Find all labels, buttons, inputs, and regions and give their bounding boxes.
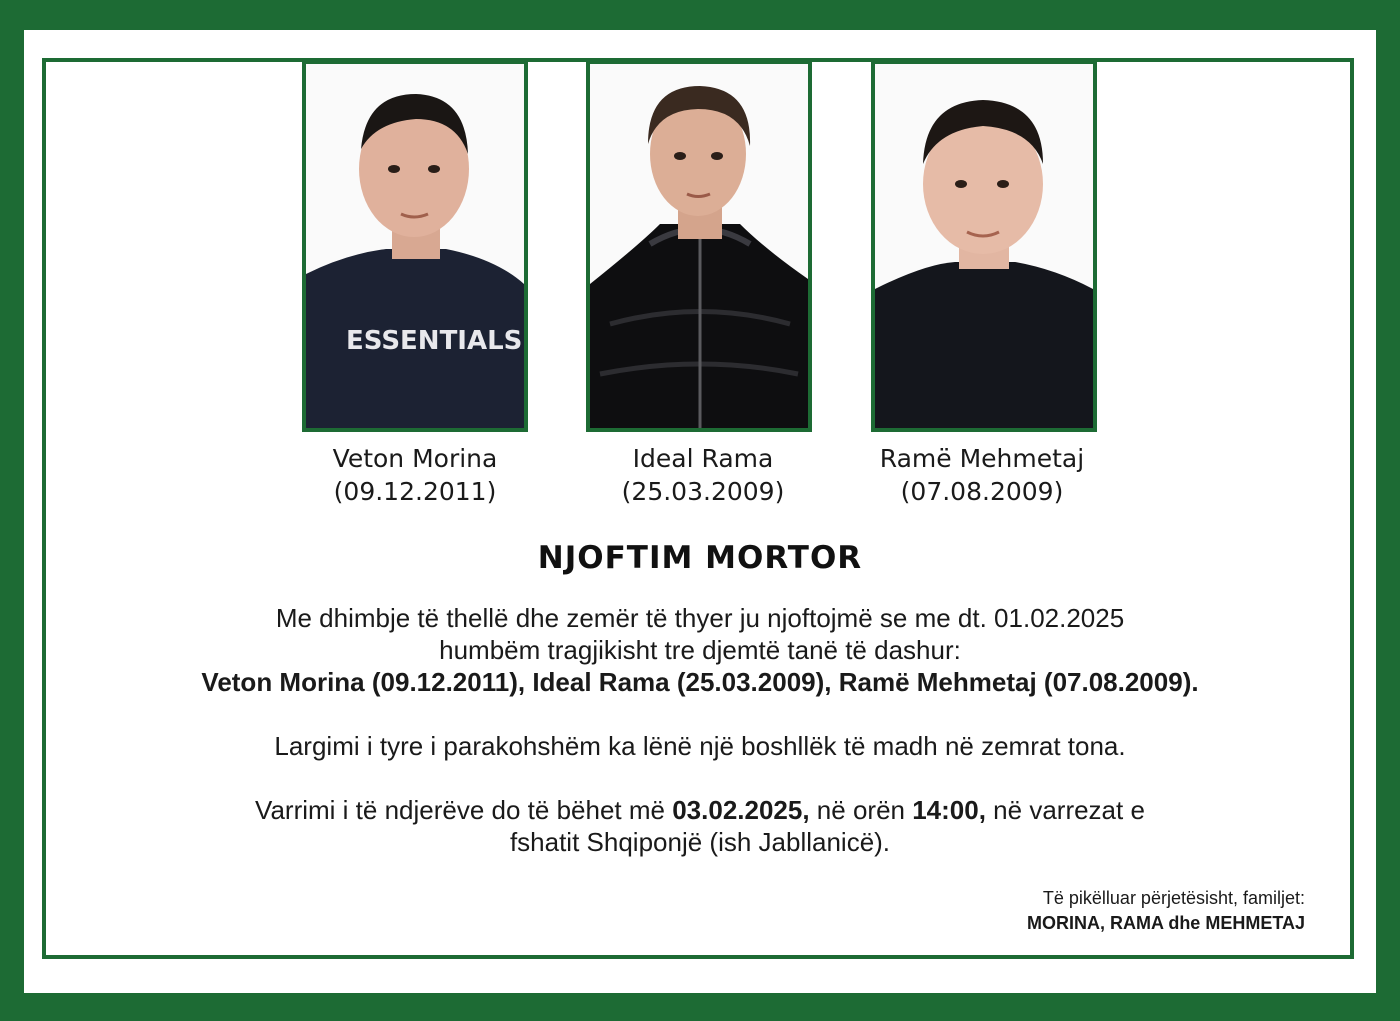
person-name: Ramë Mehmetaj bbox=[879, 444, 1085, 473]
notice-title: NJOFTIM MORTOR bbox=[537, 540, 863, 576]
burial-line-1 bbox=[120, 794, 1280, 826]
notice-names-line: Veton Morina (09.12.2011), Ideal Rama (25.03.2009), Ramë Mehmetaj (07.08.2009). bbox=[201, 667, 1199, 697]
notice-loss-line: Largimi i tyre i parakohshëm ka lënë një boshllëk të madh në zemrat tona. bbox=[274, 731, 1126, 761]
person-dates: (25.03.2009) bbox=[621, 477, 785, 506]
burial-time: 14:00, bbox=[912, 795, 986, 825]
person-name: Ideal Rama bbox=[632, 444, 774, 473]
portrait-rame-mehmetaj bbox=[871, 60, 1097, 432]
portrait-veton-morina bbox=[302, 60, 528, 432]
signature-families: MORINA, RAMA dhe MEHMETAJ bbox=[1027, 913, 1305, 933]
notice-line-1: Me dhimbje të thellë dhe zemër të thyer ju njoftojmë se me dt. 01.02.2025 bbox=[275, 603, 1125, 633]
notice-paragraph-3 bbox=[120, 794, 1280, 858]
caption-ideal-rama bbox=[563, 442, 843, 508]
burial-line-2: fshatit Shqiponjë (ish Jabllanicë). bbox=[509, 827, 891, 857]
person-dates: (09.12.2011) bbox=[333, 477, 497, 506]
caption-rame-mehmetaj bbox=[842, 442, 1122, 508]
notice-paragraph-2 bbox=[120, 730, 1280, 762]
burial-date: 03.02.2025, bbox=[672, 795, 810, 825]
shirt-text: ESSENTIALS bbox=[346, 326, 523, 356]
burial-prefix: Varrimi i të ndjerëve do të bëhet më bbox=[255, 795, 673, 825]
notice-line-2: humbëm tragjikisht tre djemtë tanë të dashur: bbox=[439, 635, 961, 665]
signature-block bbox=[1027, 886, 1305, 936]
person-name: Veton Morina bbox=[332, 444, 498, 473]
signature-intro: Të pikëlluar përjetësisht, familjet: bbox=[1042, 888, 1305, 908]
portrait-ideal-rama bbox=[586, 60, 812, 432]
caption-veton-morina bbox=[275, 442, 555, 508]
notice-paragraph-1 bbox=[120, 602, 1280, 698]
person-dates: (07.08.2009) bbox=[900, 477, 1064, 506]
burial-mid: në orën bbox=[809, 795, 913, 825]
burial-suffix: në varrezat e bbox=[985, 795, 1145, 825]
